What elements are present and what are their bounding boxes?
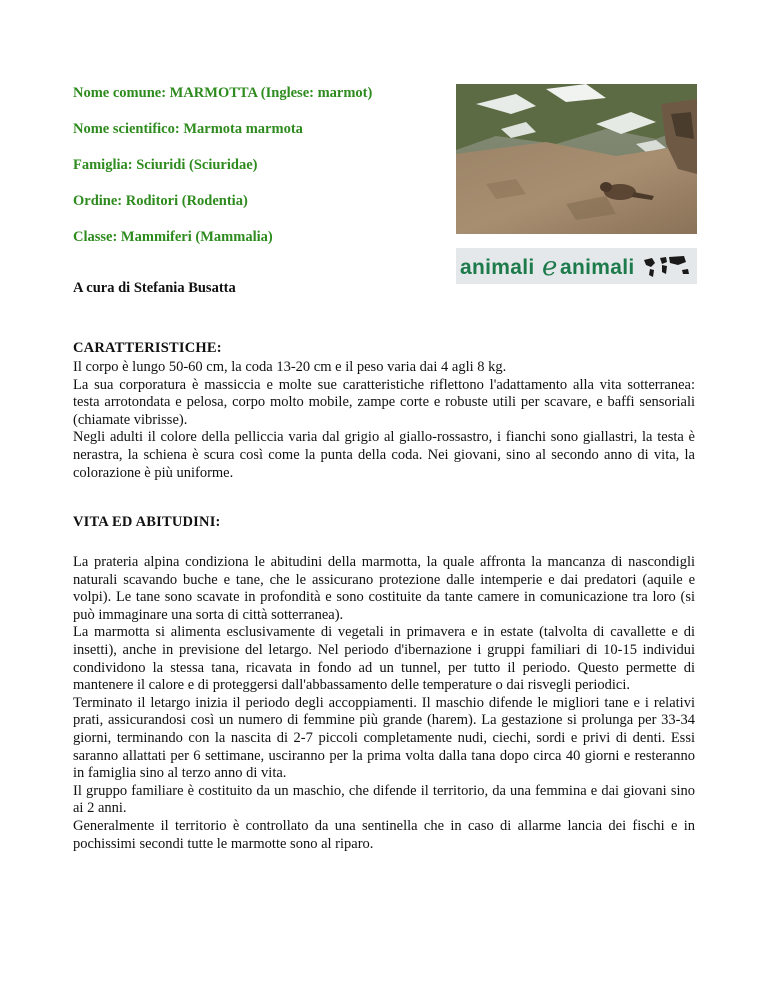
vita-heading: VITA ED ABITUDINI: [73,514,221,530]
paragraph: La sua corporatura è massiccia e molte sue caratteristiche riflettono l'adattamento alla vita sotterranea: testa arrotondata e pelosa, corpo molto mobile, zampe corte e robuste utili per scavare, e baffi sensoriali (chiamate vibrisse). [73,376,695,428]
caratteristiche-heading: CARATTERISTICHE: [73,340,222,356]
scientific-name: Nome scientifico: Marmota marmota [73,121,303,137]
logo-text-left: animali [460,256,535,279]
logo-text-mid: e [542,252,558,282]
order: Ordine: Roditori (Rodentia) [73,193,248,209]
logo-text-right: animali [560,256,635,279]
caratteristiche-body [73,359,695,482]
common-name: Nome comune: MARMOTTA (Inglese: marmot) [73,85,373,101]
vita-body [73,554,695,853]
paragraph: Il gruppo familiare è costituito da un maschio, che difende il territorio, da una femmina e dai giovani sino ai 2 anni. [73,782,695,817]
animalieanimali-logo [456,248,697,284]
family: Famiglia: Sciuridi (Sciuridae) [73,157,258,173]
paragraph: Il corpo è lungo 50-60 cm, la coda 13-20 cm e il peso varia dai 4 agli 8 kg. [73,359,507,375]
marmot-photo [456,84,697,234]
paragraph: Generalmente il territorio è controllato da una sentinella che in caso di allarme lancia dei fischi e in pochissimi secondi tutte le marmotte sono al riparo. [73,817,695,852]
paragraph: Terminato il letargo inizia il periodo degli accoppiamenti. Il maschio difende le migliori tane e i relativi prati, assicurandosi così un numero di femmine più grande (harem). La gestazione si prolunga per 33-34 giorni, terminando con la nascita di 2-7 piccoli completamente nudi, ciechi, sordi e privi di denti. Essi saranno allattati per 6 settimane, usciranno per la prima volta dalla tana dopo circa 40 giorni e resteranno in famiglia sino al terzo anno di vita. [73,694,695,782]
taxonomy-info [73,84,443,264]
author: A cura di Stefania Busatta [73,280,236,296]
class: Classe: Mammiferi (Mammalia) [73,229,273,245]
paragraph: La marmotta si alimenta esclusivamente di vegetali in primavera e in estate (talvolta di cavallette e di insetti), anche in previsione del letargo. Nel periodo d'ibernazione i gruppi familiari di 10-15 individui condividono la stessa tana, ricavata in fondo ad un tunnel, per tutto il periodo. Questo permette di mantenere il calore e di proteggersi dall'abbassamento delle temperature o dai risvegli periodici. [73,624,695,694]
paragraph: Negli adulti il colore della pelliccia varia dal grigio al giallo-rossastro, i fianchi sono giallastri, la testa è nerastra, la schiena è scura così come la punta della coda. Nei giovani, sino al secondo anno di vita, la colorazione è più uniforme. [73,429,695,481]
paragraph: La prateria alpina condiziona le abitudini della marmotta, la quale affronta la mancanza di nascondigli naturali scavando buche e tane, che le assicurano protezione dalle intemperie e dai predatori (aquile e volpi). Le tane sono scavate in profondità e sono costituite da tante camere in comunicazione tra loro (si può immaginare una sorta di città sotterranea). [73,554,695,623]
